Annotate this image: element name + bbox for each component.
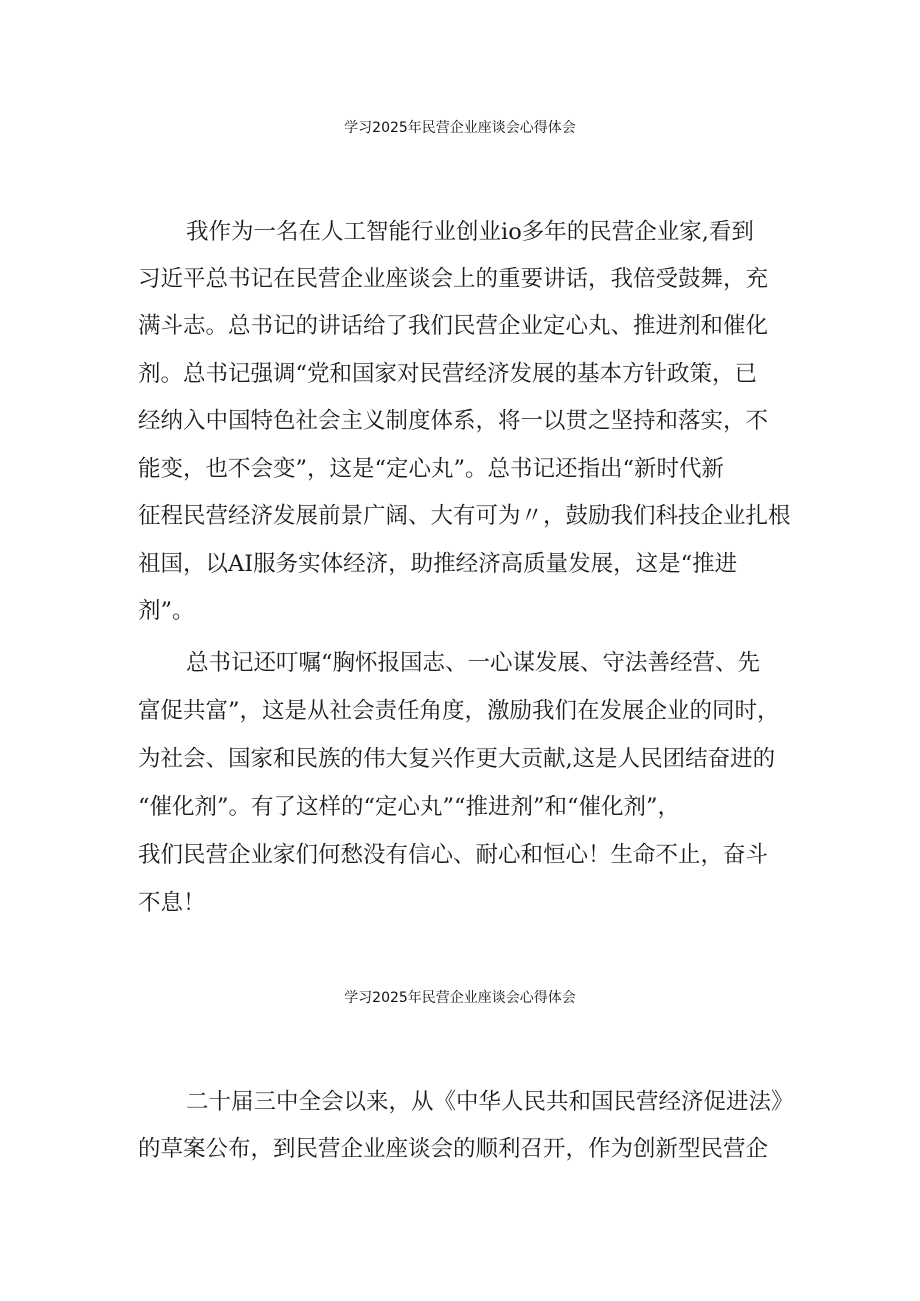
text-line: 富促共富”，这是从社会责任角度，激励我们在发展企业的同时， (138, 698, 780, 724)
text-line: 经纳入中国特色社会主义制度体系，将一以贯之坚持和落实，不 (138, 408, 769, 434)
text-line: 剂。总书记强调“党和国家对民营经济发展的基本方针政策，已 (138, 361, 758, 387)
text-line: 我作为一名在人工智能行业创业io多年的民营企业家,看到 (186, 219, 754, 245)
section-2-title: 学习2025年民营企业座谈会心得体会 (344, 990, 576, 1006)
section-1-title: 学习2025年民营企业座谈会心得体会 (344, 120, 576, 136)
text-line: 二十届三中全会以来，从《中华人民共和国民营经济促进法》 (186, 1089, 794, 1115)
text-line: 的草案公布，到民营企业座谈会的顺利召开，作为创新型民营企 (138, 1136, 769, 1162)
text-line: 能变，也不会变”，这是“定心丸”。总书记还指出“新时代新 (138, 456, 725, 482)
text-line: 满斗志。总书记的讲话给了我们民营企业定心丸、推进剂和催化 (138, 313, 769, 339)
text-line: 习近平总书记在民营企业座谈会上的重要讲话，我倍受鼓舞，充 (138, 266, 769, 292)
text-line: 我们民营企业家们何愁没有信心、耐心和恒心！生命不止，奋斗 (138, 842, 769, 868)
text-line: 总书记还叮嘱“胸怀报国志、一心谋发展、守法善经营、先 (186, 650, 761, 676)
text-line: 不息！ (138, 890, 206, 916)
text-line: 为社会、国家和民族的伟大复兴作更大贡献,这是人民团结奋进的 (138, 746, 776, 772)
text-line: 征程民营经济发展前景广阔、大有可为〃，鼓励我们科技企业扎根 (138, 503, 791, 529)
text-line: “催化剂”。有了这样的“定心丸”“推进剂”和“催化剂”， (138, 794, 681, 820)
text-line: 剂”。 (138, 598, 195, 624)
text-line: 祖国，以AI服务实体经济，助推经济高质量发展，这是“推进 (138, 551, 738, 577)
